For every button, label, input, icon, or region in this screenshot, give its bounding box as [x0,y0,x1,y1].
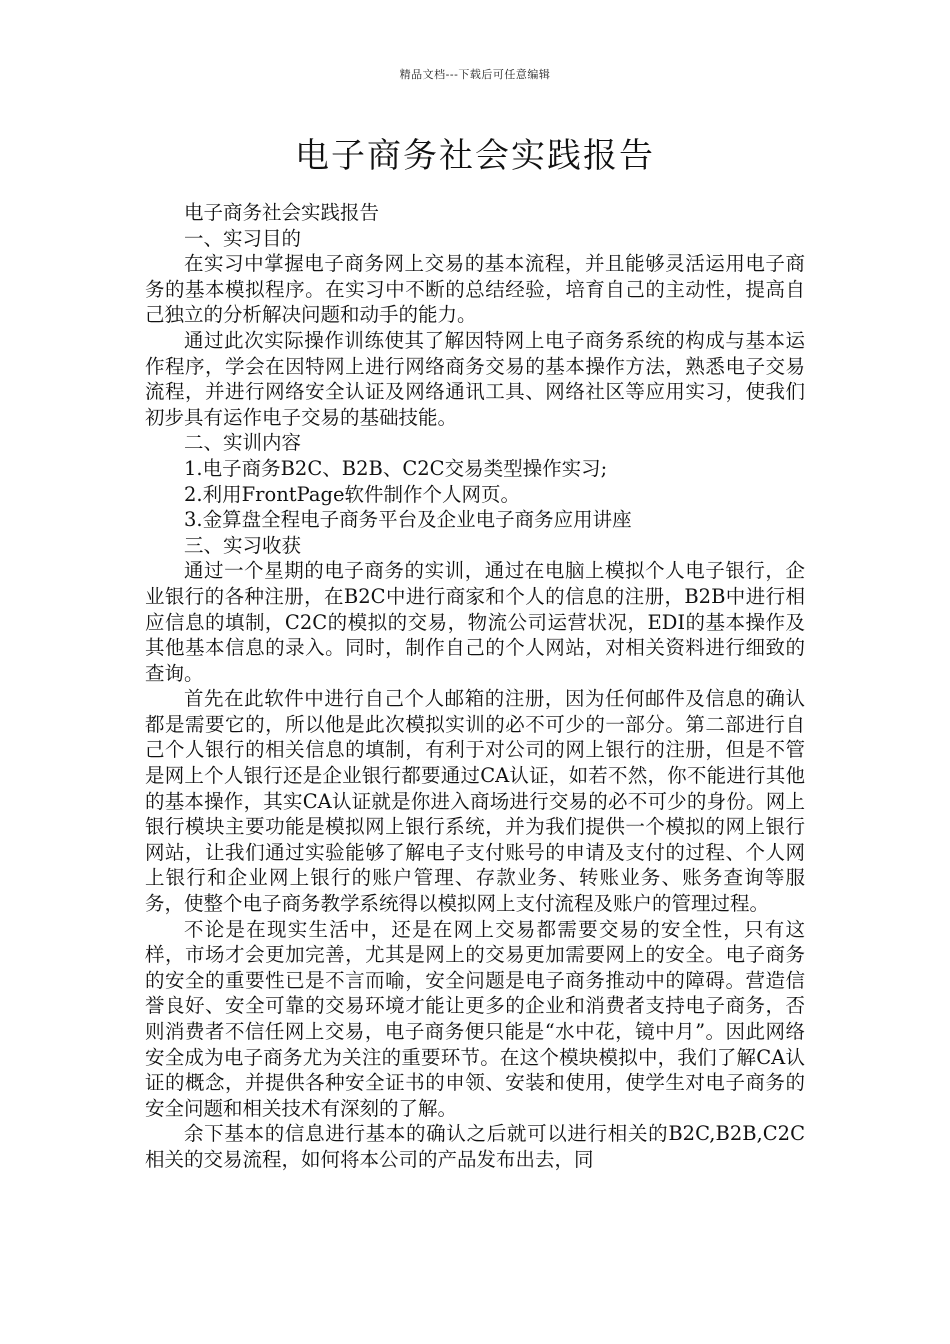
list-item-content-1: 1.电子商务B2C、B2B、C2C交易类型操作实习; [184,456,608,480]
document-title: 电子商务社会实践报告 [295,136,655,176]
paragraph-harvest-3: 不论是在现实生活中，还是在网上交易都需要交易的安全性，只有这样，市场才会更加完善，尤其是网上的交易更加需要网上的安全。电子商务的安全的重要性已是不言而喻，安全问题是电子商务推动中的障碍。营造信誉良好、安全可靠的交易环境才能让更多的企业和消费者支持电子商务，否则消费者不信任网上交易，电子商务便只能是“水中花，镜中月”。因此网络安全成为电子商务尤为关注的重要环节。在这个模块模拟中，我们了解CA认证的概念，并提供各种安全证书的申领、安装和使用，使学生对电子商务的安全问题和相关技术有深刻的了解。 [145,917,805,1120]
paragraph-harvest-1: 通过一个星期的电子商务的实训，通过在电脑上模拟个人电子银行，企业银行的各种注册，在B2C中进行商家和个人的信息的注册，B2B中进行相应信息的填制，C2C的模拟的交易，物流公司运营状况，EDI的基本操作及其他基本信息的录入。同时，制作自己的个人网站，对相关资料进行细致的查询。 [145,559,805,685]
paragraph-purpose-2: 通过此次实际操作训练使其了解因特网上电子商务系统的构成与基本运作程序，学会在因特网上进行网络商务交易的基本操作方法，熟悉电子交易流程，并进行网络安全认证及网络通讯工具、网络社区等应用实习，使我们初步具有运作电子交易的基础技能。 [145,328,805,429]
heading-section-2: 二、实训内容 [184,431,302,455]
document-body [145,200,805,1173]
page-header-note: 精品文档---下载后可任意编辑 [399,68,551,81]
list-item-content-2: 2.利用FrontPage软件制作个人网页。 [184,482,520,506]
paragraph-purpose-1: 在实习中掌握电子商务网上交易的基本流程，并且能够灵活运用电子商务的基本模拟程序。在实习中不断的总结经验，培育自己的主动性，提高自己独立的分析解决问题和动手的能力。 [145,252,805,327]
paragraph-harvest-4: 余下基本的信息进行基本的确认之后就可以进行相关的B2C,B2B,C2C相关的交易流程，如何将本公司的产品发布出去，同 [145,1122,805,1171]
list-item-content-3: 3.金算盘全程电子商务平台及企业电子商务应用讲座 [184,508,632,532]
heading-section-1: 一、实习目的 [184,226,302,250]
heading-section-3: 三、实习收获 [184,533,302,557]
paragraph-harvest-2: 首先在此软件中进行自己个人邮箱的注册，因为任何邮件及信息的确认都是需要它的，所以他是此次模拟实训的必不可少的一部分。第二部进行自己个人银行的相关信息的填制，有利于对公司的网上银行的注册，但是不管是网上个人银行还是企业银行都要通过CA认证，如若不然，你不能进行其他的基本操作，其实CA认证就是你进入商场进行交易的必不可少的身份。网上银行模块主要功能是模拟网上银行系统，并为我们提供一个模拟的网上银行网站，让我们通过实验能够了解电子支付账号的申请及支付的过程、个人网上银行和企业网上银行的账户管理、存款业务、转账业务、账务查询等服务，使整个电子商务教学系统得以模拟网上支付流程及账户的管理过程。 [145,687,805,916]
paragraph-doc-subtitle: 电子商务社会实践报告 [184,201,380,224]
